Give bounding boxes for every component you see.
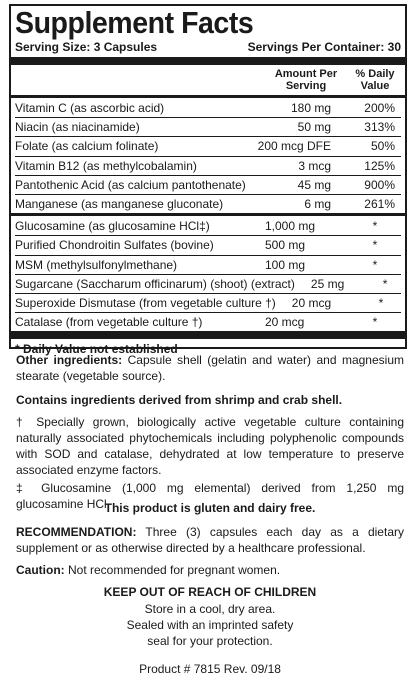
ingredient-amount: 180 mg bbox=[290, 100, 331, 115]
recommendation bbox=[16, 524, 404, 556]
ingredient-name: Niacin (as niacinamide) bbox=[15, 120, 140, 135]
ingredient-daily-value: * bbox=[372, 257, 378, 272]
recommendation-label: RECOMMENDATION: bbox=[16, 525, 137, 539]
table-row bbox=[15, 255, 401, 274]
col-dv-header: % Daily Value bbox=[355, 68, 395, 92]
vitamin-rows bbox=[15, 98, 401, 213]
ingredient-amount: 45 mg bbox=[297, 177, 331, 192]
table-row bbox=[15, 216, 401, 235]
ingredient-amount: 20 mcg bbox=[291, 295, 332, 310]
ingredient-name: Catalase (from vegetable culture †) bbox=[15, 315, 203, 330]
other-ingredients-text: Capsule shell (gelatin and water) and magnesium stearate (vegetable source). bbox=[16, 353, 404, 383]
ingredient-name: Purified Chondroitin Sulfates (bovine) bbox=[15, 238, 214, 253]
ingredient-amount: 20 mcg bbox=[265, 315, 305, 330]
ingredient-amount: 6 mg bbox=[304, 197, 331, 212]
table-row bbox=[15, 312, 401, 331]
shellfish-warning: Contains ingredients derived from shrimp and crab shell. bbox=[16, 393, 343, 407]
ingredient-daily-value: * bbox=[382, 276, 388, 291]
serving-size: Serving Size: 3 Capsules bbox=[15, 40, 158, 54]
other-ingredients bbox=[16, 352, 404, 384]
table-row bbox=[15, 98, 401, 117]
ingredient-name: Glucosamine (as glucosamine HCl‡) bbox=[15, 218, 210, 233]
table-row bbox=[15, 117, 401, 136]
ingredient-daily-value: * bbox=[372, 238, 378, 253]
storage-line-1: Store in a cool, dry area. bbox=[144, 602, 276, 616]
recommendation-text: Three (3) capsules each day as a dietary supplement or as otherwise directed by a healthcare professional. bbox=[16, 525, 404, 555]
caution bbox=[16, 562, 404, 578]
product-number: Product # 7815 Rev. 09/18 bbox=[139, 662, 281, 676]
ingredient-name: Sugarcane (Saccharum officinarum) (shoot) (extract) bbox=[15, 276, 295, 291]
table-row bbox=[15, 194, 401, 213]
ingredient-amount: 25 mg bbox=[310, 276, 345, 291]
storage-line-3: seal for your protection. bbox=[147, 634, 273, 648]
thick-rule bbox=[11, 57, 405, 65]
caution-text: Not recommended for pregnant women. bbox=[64, 563, 281, 577]
ingredient-name: Vitamin C (as ascorbic acid) bbox=[15, 100, 165, 115]
table-row bbox=[15, 235, 401, 254]
facts-title: Supplement Facts bbox=[15, 5, 254, 40]
ingredient-daily-value: 125% bbox=[364, 158, 395, 173]
ingredient-daily-value: 261% bbox=[364, 197, 395, 212]
ingredient-rows bbox=[15, 216, 401, 331]
servings-per-container: Servings Per Container: 30 bbox=[247, 40, 401, 54]
column-headers bbox=[15, 65, 401, 95]
serving-line bbox=[15, 40, 401, 57]
ingredient-name: MSM (methylsulfonylmethane) bbox=[15, 257, 178, 272]
table-row bbox=[15, 293, 401, 312]
dagger-note: † Specially grown, biologically active vegetable culture containing naturally associated phytochemicals including polyphenolic compounds with SOD and catalase, dehydrated at low temperature to preserve associated enzyme factors. bbox=[16, 415, 404, 477]
ingredient-daily-value: * bbox=[372, 315, 378, 330]
thick-rule bbox=[11, 331, 405, 339]
storage-line-2: Sealed with an imprinted safety bbox=[126, 618, 294, 632]
table-row bbox=[15, 136, 401, 155]
supplement-facts-panel bbox=[9, 4, 407, 357]
ingredient-name: Pantothenic Acid (as calcium pantothenate) bbox=[15, 177, 246, 192]
ingredient-daily-value: * bbox=[372, 218, 378, 233]
caution-label: Caution: bbox=[16, 563, 65, 577]
ingredient-daily-value: 50% bbox=[370, 139, 395, 154]
ingredient-daily-value: 313% bbox=[364, 120, 395, 135]
col-name-header bbox=[15, 68, 263, 92]
ingredient-amount: 100 mg bbox=[265, 257, 306, 272]
ingredient-amount: 500 mg bbox=[265, 238, 306, 253]
ingredient-daily-value: 200% bbox=[364, 100, 395, 115]
double-dagger-note: ‡ Glucosamine (1,000 mg elemental) derived from 1,250 mg glucosamine HCl. bbox=[16, 481, 404, 511]
other-ingredients-label: Other ingredients: bbox=[16, 353, 123, 367]
table-row bbox=[15, 175, 401, 194]
gluten-free-statement: This product is gluten and dairy free. bbox=[104, 501, 316, 515]
ingredient-name: Vitamin B12 (as methylcobalamin) bbox=[15, 158, 197, 173]
ingredient-name: Folate (as calcium folinate) bbox=[15, 139, 159, 154]
ingredient-name: Superoxide Dismutase (from vegetable culture †) bbox=[15, 295, 276, 310]
ingredient-amount: 1,000 mg bbox=[265, 218, 316, 233]
ingredient-daily-value: * bbox=[378, 295, 384, 310]
dv-footnote: * Daily Value not established bbox=[15, 342, 178, 357]
ingredient-amount: 50 mg bbox=[297, 120, 331, 135]
ingredient-name: Manganese (as manganese gluconate) bbox=[15, 197, 224, 212]
ingredient-amount: 200 mcg DFE bbox=[257, 139, 331, 154]
keep-out-warning: KEEP OUT OF REACH OF CHILDREN bbox=[103, 585, 317, 599]
table-row bbox=[15, 274, 401, 293]
col-amount-header: Amount Per Serving bbox=[274, 68, 338, 92]
ingredient-amount: 3 mcg bbox=[298, 158, 331, 173]
table-row bbox=[15, 156, 401, 175]
ingredient-daily-value: 900% bbox=[364, 177, 395, 192]
